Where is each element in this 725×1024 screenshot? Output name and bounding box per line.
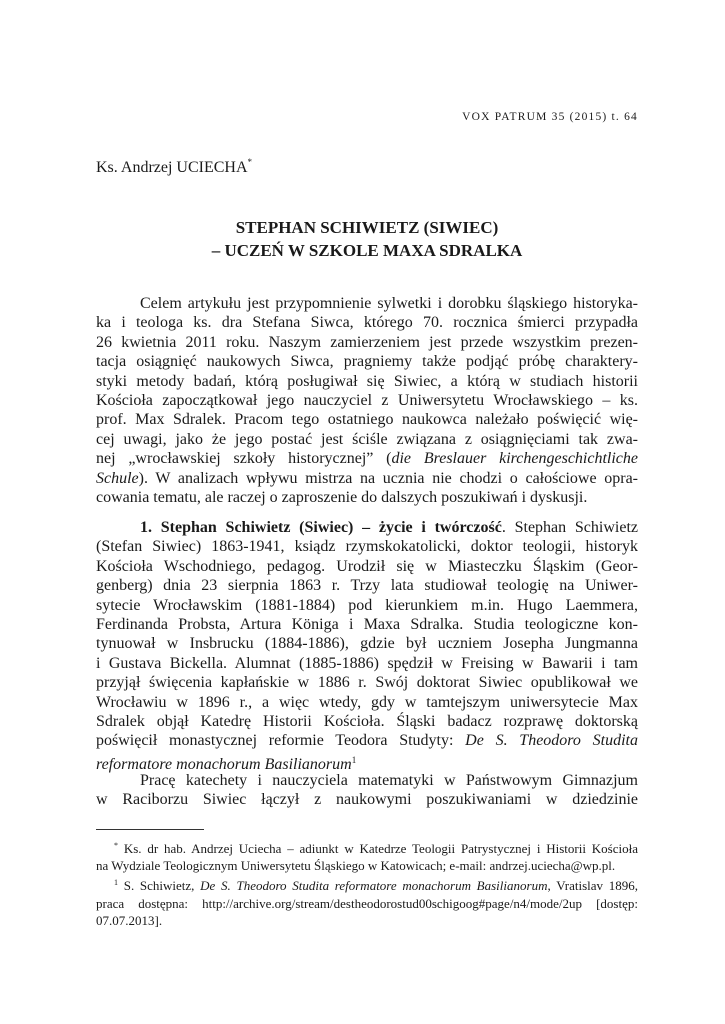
abstract-line: 26 kwietnia 2011 roku. Naszym zamierzeniem jest przede wszystkim prezen-	[96, 333, 638, 351]
section-2-paragraph	[96, 771, 638, 810]
work-title-italic: De S. Theodoro Studita	[465, 732, 638, 750]
footnote-text: S. Schiwietz,	[123, 878, 201, 894]
abstract-italic-term: die Breslauer kirchengeschichtliche	[391, 450, 638, 468]
section-line: w Raciborzu Siwiec łączył z naukowymi poszukiwaniami w dziedzinie	[96, 791, 638, 809]
section-line: (Stefan Siwiec) 1863-1941, ksiądz rzymskokatolicki, doktor teologii, historyk	[96, 538, 638, 556]
abstract-line	[96, 469, 638, 488]
title-line-1: STEPHAN SCHIWIETZ (SIWIEC)	[235, 218, 499, 237]
abstract-line: Celem artykułu jest przypomnienie sylwetki i dorobku śląskiego historyka-	[140, 295, 638, 312]
section-text: . Stephan Schiwietz	[501, 519, 639, 536]
section-line: i Gustava Bickella. Alumnat (1885-1886) spędził w Freising w Bawarii i tam	[96, 654, 638, 672]
abstract-paragraph	[96, 294, 638, 507]
work-title-italic-cont: reformatore monachorum Basilianorum	[96, 755, 352, 773]
footnote-italic-title: De S. Theodoro Studita reformatore monachorum Basilianorum	[200, 878, 548, 894]
section-line: Ferdinanda Probsta, Artura Königa i Maxa Sdralka. Studia teologiczne kon-	[96, 616, 638, 634]
section-1-heading: 1. Stephan Schiwietz (Siwiec) – życie i twórczość	[140, 519, 502, 536]
section-1-paragraph	[96, 518, 638, 774]
abstract-text: ). W analizach wpływu mistrza na ucznia nie chodzi o całościowe opra-	[138, 469, 638, 487]
section-line	[96, 731, 638, 750]
author-footnote-mark: *	[247, 157, 253, 167]
footnote-text: Ks. dr hab. Andrzej Uciecha – adiunkt w Katedrze Teologii Patrystycznej i Historii Kościoła	[123, 841, 639, 856]
section-line: przyjął święcenia kapłańskie w 1886 r. Swój doktorat Siwiec opublikował we	[96, 674, 638, 692]
footnote-1	[96, 874, 638, 894]
author-line	[96, 157, 252, 177]
footnote-star-mark: *	[114, 841, 118, 850]
abstract-line: Kościoła zapoczątkował jego nauczyciel z Uniwersytetu Wrocławskiego – ks.	[96, 392, 638, 410]
article-title	[96, 216, 638, 262]
abstract-line: styki metody badań, którą posługiwał się Siwiec, a którą w studiach historii	[96, 372, 638, 390]
abstract-line: ka i teologa ks. dra Stefana Siwca, którego 70. rocznica śmierci przypadła	[96, 314, 638, 332]
section-line: genberg) dnia 23 sierpnia 1863 r. Trzy lata studiował teologię na Uniwer-	[96, 577, 638, 595]
footnote-1-mark: 1	[114, 878, 118, 888]
abstract-italic-term-end: Schule	[96, 469, 139, 487]
footnote-line: 07.07.2013].	[96, 912, 163, 928]
abstract-line: cowania tematu, ale raczej o zaproszenie do dalszych poszukiwań i dyskusji.	[96, 489, 588, 507]
abstract-text: nej „wrocławskiej szkoły historycznej” (	[96, 450, 392, 468]
section-line: Wrocławiu w 1896 r., a więc wtedy, gdy w tamtejszym uniwersytecie Max	[96, 693, 638, 711]
section-line: sytecie Wrocławskim (1881-1884) pod kierunkiem m.in. Hugo Laemmera,	[96, 596, 638, 614]
abstract-line: cej uwagi, jako że jego postać jest ściśle związana z osiągnięciami tak zwa-	[96, 430, 638, 448]
footnote-separator	[96, 829, 204, 830]
section-line	[96, 518, 638, 537]
footnote-ref-1: 1	[351, 754, 357, 765]
author-name: Ks. Andrzej UCIECHA	[96, 159, 248, 176]
footnotes	[96, 837, 638, 929]
abstract-line: prof. Max Sdralek. Pracom tego ostatniego naukowca należało poświęcić wię-	[96, 411, 638, 429]
footnote-star	[96, 837, 638, 857]
running-header: VOX PATRUM 35 (2015) t. 64	[462, 111, 638, 123]
abstract-line: tacja osiągnięć naukowych Siwca, pragniemy także podjąć próbę charaktery-	[96, 353, 638, 371]
footnote-line: na Wydziale Teologicznym Uniwersytetu Śląskiego w Katowicach; e-mail: andrzej.uciecha@wp.pl.	[96, 858, 616, 874]
section-text: poświęcił monastycznej reformie Teodora Studyty:	[96, 732, 466, 750]
section-line: Sdralek objął Katedrę Historii Kościoła. Śląski badacz rozprawę doktorską	[96, 713, 638, 731]
section-line: Pracę katechety i nauczyciela matematyki w Państwowym Gimnazjum	[140, 772, 638, 789]
section-line: Kościoła Wschodniego, pedagog. Urodził się w Miasteczku Śląskim (Geor-	[96, 557, 638, 575]
footnote-line: praca dostępna: http://archive.org/stream/destheodorostud00schigoog#page/n4/mode/2up [dostęp:	[96, 895, 638, 911]
footnote-text: , Vratislav 1896,	[547, 878, 639, 894]
abstract-line	[96, 449, 638, 468]
title-line-2: – UCZEŃ W SZKOLE MAXA SDRALKA	[211, 241, 523, 260]
section-line: tynuował w Insbrucku (1884-1886), gdzie był uczniem Josepha Jungmanna	[96, 635, 638, 653]
